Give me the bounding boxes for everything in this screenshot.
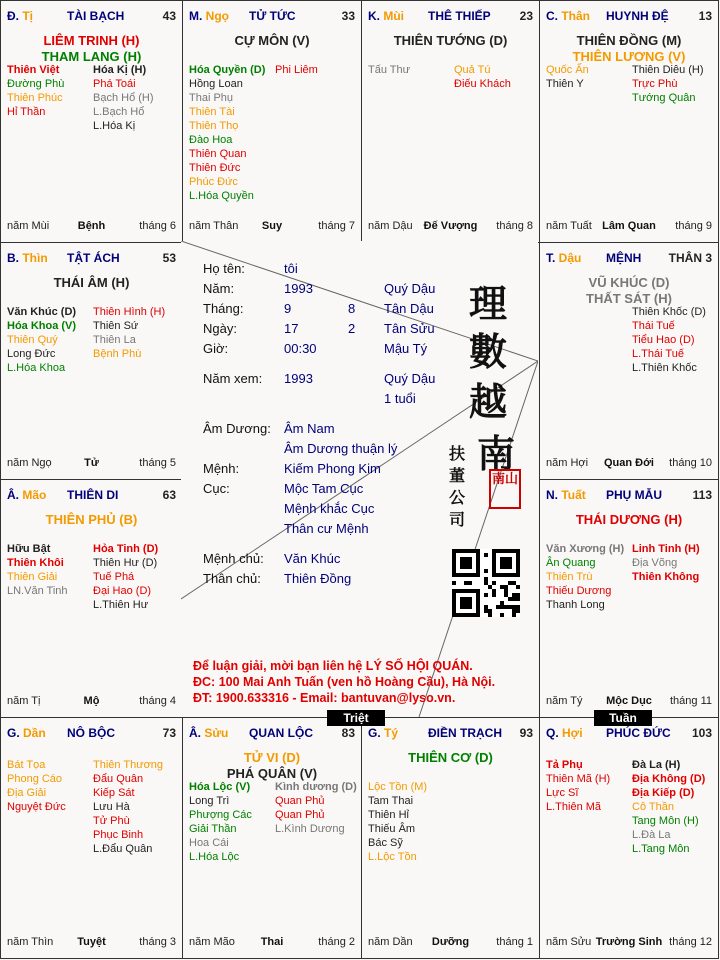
minor-star: Tuế Phá [93, 571, 135, 583]
tuan-tag: Tuần [594, 710, 652, 726]
minor-stars-left [7, 542, 68, 598]
minor-star: L.Bạch Hổ [93, 106, 145, 118]
palace-year: năm Mùi [7, 220, 50, 232]
minor-stars-right [93, 63, 154, 133]
info-canchi: Tân Sửu [384, 321, 435, 336]
minor-star: Đẩu Quân [93, 773, 144, 785]
palace-5 [539, 242, 719, 480]
minor-star: L.Thiên Hư [93, 599, 149, 611]
minor-stars-right [454, 63, 511, 91]
palace-number: 113 [692, 488, 712, 502]
minor-star: Linh Tinh (H) [632, 543, 700, 555]
seal-char-3: 越 [469, 379, 508, 424]
minor-star: Phong Cáo [7, 773, 63, 785]
minor-stars-left [189, 63, 265, 203]
palace-3 [539, 0, 719, 243]
palace-branch: K. Mùi [368, 9, 405, 23]
minor-star: Giải Thần [189, 823, 237, 835]
contact-line-2: ĐC: 100 Mai Anh Tuấn (ven hồ Hoàng Cầu), Hà Nội. [193, 675, 496, 689]
palace-year: năm Thìn [7, 936, 54, 948]
minor-stars-right [632, 305, 706, 375]
minor-star: Phục Binh [93, 829, 144, 841]
palace-year: năm Tý [546, 695, 583, 707]
palace-month: tháng 11 [669, 695, 712, 707]
palace-name: NÔ BỘC [67, 726, 115, 740]
main-star: PHÁ QUÂN (V) [226, 766, 318, 781]
info-lunar: 2 [348, 321, 356, 336]
palace-branch: M. Ngọ [189, 9, 229, 23]
palace-branch: Q. Hợi [546, 726, 583, 740]
minor-stars-left [368, 780, 427, 864]
palace-9 [182, 717, 362, 959]
seal-small-2: 董 [449, 466, 466, 485]
minor-star: Kiếp Sát [93, 787, 135, 799]
minor-star: Văn Khúc (D) [7, 306, 77, 318]
palace-month: tháng 3 [139, 936, 176, 948]
minor-star: Thiên Hình (H) [93, 306, 166, 318]
palace-year: năm Tuất [546, 220, 592, 232]
minor-star: Hoa Cái [189, 837, 229, 849]
palace-year: năm Mão [189, 936, 235, 948]
palace-month: tháng 12 [669, 936, 712, 948]
palace-stage: Thai [260, 936, 284, 948]
palace-stage: Suy [261, 220, 283, 232]
minor-star: Tam Thai [368, 795, 414, 807]
minor-star: L.Hóa Kị [93, 120, 136, 132]
minor-star: Thiên Y [546, 78, 584, 90]
palace-name: TẬT ÁCH [67, 251, 120, 265]
palace-stage: Tử [84, 457, 99, 469]
minor-star: Thiên Phúc [7, 92, 63, 104]
minor-star: Long Đức [7, 348, 56, 360]
minor-star: Hóa Kị (H) [93, 64, 147, 76]
minor-star: Thiên Việt [7, 64, 60, 76]
minor-star: Thiên Quan [189, 148, 247, 160]
main-star: THAM LANG (H) [41, 49, 142, 64]
info-value: 9 [284, 301, 292, 316]
palace-branch: G. Dần [7, 726, 46, 740]
palace-month: tháng 8 [496, 220, 533, 232]
minor-star: Đà La (H) [632, 759, 681, 771]
minor-star: Thiên La [93, 334, 136, 346]
minor-star: Thiên Thọ [189, 120, 239, 132]
palace-month: tháng 6 [139, 220, 176, 232]
info-value: 1993 [284, 281, 313, 296]
palace-10 [361, 717, 540, 959]
info-canchi: Tân Dậu [384, 301, 434, 316]
minor-stars-left [7, 63, 64, 119]
minor-star: Đại Hao (D) [93, 585, 152, 597]
minor-stars-right [275, 780, 357, 836]
main-star: THIÊN PHỦ (B) [45, 512, 138, 527]
minor-star: L.Hóa Quyền [189, 190, 254, 202]
minor-star: L.Lộc Tồn [368, 851, 417, 863]
palace-year: năm Dần [368, 936, 413, 948]
info-value: Âm Dương thuận lý [284, 441, 398, 456]
palace-number: 53 [162, 251, 176, 265]
palace-number: 13 [698, 9, 712, 23]
info-label: Thân chủ: [203, 571, 261, 586]
palace-month: tháng 4 [139, 695, 176, 707]
minor-stars-left [7, 305, 76, 375]
main-star: THẤT SÁT (H) [586, 291, 672, 306]
minor-star: Thiếu Dương [546, 585, 612, 597]
palace-month: tháng 1 [496, 936, 533, 948]
seal-char-2: 數 [469, 329, 508, 374]
minor-star: Thiên Trù [546, 571, 593, 583]
minor-star: Địa Không (D) [632, 773, 706, 785]
palace-year: năm Hợi [546, 457, 589, 469]
minor-star: Lộc Tồn (M) [368, 781, 428, 793]
minor-star: Tiểu Hao (D) [632, 334, 695, 346]
palace-name: THIÊN DI [67, 488, 119, 502]
seal-small-4: 司 [449, 510, 466, 529]
minor-star: L.Kình Dương [275, 823, 345, 835]
minor-stars-right [93, 542, 158, 612]
palace-name: HUYNH ĐỆ [606, 9, 669, 23]
minor-star: Tấu Thư [368, 64, 411, 76]
minor-star: Phi Liêm [275, 64, 318, 76]
qr-code [452, 549, 520, 617]
minor-star: L.Đà La [632, 829, 671, 841]
main-star: VŨ KHÚC (D) [588, 275, 670, 290]
palace-branch: G. Tý [368, 726, 399, 740]
minor-star: Hỏa Tinh (D) [93, 543, 159, 555]
minor-star: L.Tang Môn [632, 843, 690, 855]
palace-number: 33 [341, 9, 355, 23]
triet-tag: Triệt [327, 710, 385, 726]
info-canchi: Quý Dậu [384, 281, 436, 296]
minor-star: Tướng Quân [632, 92, 696, 104]
info-label: Họ tên: [203, 261, 245, 276]
palace-stage: Bệnh [77, 220, 106, 232]
contact-line-3: ĐT: 1900.633316 - Email: bantuvan@lyso.vn. [193, 691, 456, 705]
main-star: LIÊM TRINH (H) [43, 33, 140, 48]
red-stamp: 南山 [489, 469, 521, 509]
palace-branch: B. Thìn [7, 251, 48, 265]
info-value: Mệnh khắc Cục [284, 501, 375, 516]
palace-name: MỆNH [606, 251, 642, 265]
minor-star: Phúc Đức [189, 176, 238, 188]
minor-star: Thiếu Âm [368, 823, 416, 835]
minor-star: L.Đẩu Quân [93, 843, 153, 855]
info-value: Thân cư Mệnh [284, 521, 369, 536]
palace-year: năm Dậu [368, 220, 413, 232]
palace-month: tháng 9 [675, 220, 712, 232]
minor-star: Hóa Khoa (V) [7, 320, 77, 332]
palace-year: năm Tị [7, 695, 41, 707]
main-star: THIÊN TƯỚNG (D) [393, 33, 508, 48]
minor-star: Ân Quang [546, 557, 596, 569]
minor-star: L.Thiên Mã [546, 801, 602, 813]
minor-star: Hóa Lộc (V) [189, 781, 251, 793]
minor-star: Quan Phủ [275, 795, 325, 807]
palace-1 [182, 0, 362, 243]
info-value: Mộc Tam Cục [284, 481, 364, 496]
palace-number: 103 [691, 726, 712, 740]
info-value: tôi [284, 261, 298, 276]
info-label: Mệnh: [203, 461, 240, 476]
info-canchi: 1 tuổi [384, 391, 416, 406]
palace-name: ĐIỀN TRẠCH [428, 726, 502, 740]
info-value: 17 [284, 321, 299, 336]
minor-star: Bạch Hổ (H) [93, 92, 154, 104]
info-label: Năm: [203, 281, 235, 296]
palace-name: PHỤ MẪU [606, 488, 662, 502]
palace-month: tháng 7 [318, 220, 355, 232]
info-canchi: Quý Dậu [384, 371, 436, 386]
palace-month: tháng 10 [669, 457, 712, 469]
palace-year: năm Thân [189, 220, 239, 232]
info-label: Cục: [203, 481, 230, 496]
palace-number: 83 [341, 726, 355, 740]
info-lunar: 8 [348, 301, 356, 316]
palace-stage: Trường Sinh [595, 936, 663, 948]
minor-star: Trực Phù [632, 78, 678, 90]
minor-stars-right [632, 63, 704, 105]
minor-star: Địa Võng [632, 557, 678, 569]
minor-star: Quan Phủ [275, 809, 325, 821]
palace-month: tháng 5 [139, 457, 176, 469]
info-canchi: Mậu Tý [384, 341, 428, 356]
minor-stars-left [7, 758, 66, 814]
minor-star: L.Hóa Khoa [7, 362, 66, 374]
minor-star: Đường Phù [7, 78, 65, 90]
minor-star: Thiên Mã (H) [546, 773, 611, 785]
minor-star: Thiên Tài [189, 106, 235, 118]
minor-star: Hữu Bật [7, 543, 51, 555]
minor-stars-right [93, 305, 165, 361]
palace-6 [0, 479, 183, 718]
palace-branch: Â. Mão [7, 488, 47, 502]
contact-line-1: Để luận giải, mời bạn liên hệ LÝ SỐ HỘI QUÁN. [193, 659, 473, 673]
minor-star: Lưu Hà [93, 801, 130, 813]
minor-star: Thiên Không [632, 571, 700, 583]
minor-star: Tả Phụ [546, 759, 583, 771]
minor-star: Hóa Quyền (D) [189, 64, 266, 76]
minor-star: Thiên Thương [93, 759, 164, 771]
minor-star: Bác Sỹ [368, 837, 403, 849]
seal-char-4: 南 [477, 431, 516, 476]
info-value: 1993 [284, 371, 313, 386]
palace-number: 43 [162, 9, 176, 23]
minor-star: Thiên Quý [7, 334, 58, 346]
palace-stage: Lâm Quan [602, 220, 656, 232]
main-star: TỬ VI (D) [243, 750, 301, 765]
main-star: THIÊN CƠ (D) [408, 750, 493, 765]
main-star: THÁI ÂM (H) [53, 275, 130, 290]
palace-stage: Mộ [83, 695, 100, 707]
minor-star: Thiên Giải [7, 571, 58, 583]
minor-star: Đào Hoa [189, 134, 233, 146]
palace-2 [361, 0, 540, 243]
palace-number: THÂN 3 [668, 251, 712, 265]
seal-small-1: 扶 [449, 444, 466, 463]
main-star: THIÊN LƯƠNG (V) [572, 49, 686, 64]
minor-star: Thiên Sứ [93, 320, 139, 332]
palace-branch: C. Thân [546, 9, 591, 23]
minor-stars-left [546, 758, 610, 814]
palace-branch: N. Tuất [546, 488, 586, 502]
info-value: Văn Khúc [284, 551, 341, 566]
minor-star: Thai Phụ [189, 92, 234, 104]
main-star: CỰ MÔN (V) [234, 33, 310, 48]
palace-stage: Dưỡng [431, 936, 470, 948]
palace-4 [0, 242, 183, 480]
minor-star: Long Trì [189, 795, 230, 807]
minor-star: Quả Tú [454, 64, 491, 76]
minor-star: L.Thái Tuế [632, 348, 684, 360]
minor-star: Thiên Hỉ [368, 809, 409, 821]
palace-month: tháng 2 [318, 936, 355, 948]
minor-star: Địa Kiếp (D) [632, 787, 695, 799]
minor-stars-right [632, 758, 705, 856]
minor-star: Quốc Ấn [546, 64, 589, 76]
palace-name: THÊ THIẾP [428, 9, 491, 23]
minor-star: Lực Sĩ [546, 787, 579, 799]
minor-star: Địa Giải [7, 787, 47, 799]
palace-stage: Mộc Dục [606, 695, 652, 707]
palace-8 [0, 717, 183, 959]
palace-name: PHÚC ĐỨC [606, 726, 671, 740]
minor-stars-left [189, 780, 252, 864]
palace-stage: Quan Đới [604, 457, 654, 469]
minor-star: Tang Môn (H) [632, 815, 699, 827]
minor-star: Thiên Hư (D) [93, 557, 158, 569]
minor-star: Thái Tuế [632, 320, 675, 332]
info-label: Năm xem: [203, 371, 263, 386]
minor-stars-right [275, 63, 318, 77]
seal-small-3: 公 [449, 488, 466, 507]
palace-11 [539, 717, 719, 959]
palace-branch: Â. Sửu [189, 726, 229, 740]
minor-stars-right [632, 542, 700, 584]
palace-0 [0, 0, 183, 243]
info-value: Âm Nam [284, 421, 335, 436]
palace-number: 23 [519, 9, 533, 23]
palace-name: TỬ TỨC [249, 9, 296, 23]
minor-star: Điếu Khách [454, 78, 511, 90]
minor-star: Thiên Đức [189, 162, 241, 174]
minor-star: Thanh Long [546, 599, 605, 611]
minor-star: Hồng Loan [189, 78, 243, 90]
minor-star: L.Hóa Lộc [189, 851, 240, 863]
minor-stars-right [93, 758, 163, 856]
palace-stage: Tuyệt [77, 936, 106, 948]
minor-star: Văn Xương (H) [546, 543, 625, 555]
palace-branch: T. Dậu [546, 251, 582, 265]
palace-year: năm Sửu [546, 936, 592, 948]
minor-stars-left [368, 63, 410, 77]
minor-star: Bát Tọa [7, 759, 46, 771]
minor-star: LN.Văn Tinh [7, 585, 68, 597]
palace-number: 63 [162, 488, 176, 502]
minor-star: Tử Phù [93, 815, 130, 827]
info-label: Giờ: [203, 341, 229, 356]
minor-star: Nguyệt Đức [7, 801, 66, 813]
minor-star: Bệnh Phù [93, 348, 142, 360]
minor-star: Thiên Khôi [7, 557, 64, 569]
palace-7 [539, 479, 719, 718]
minor-stars-left [546, 63, 589, 91]
palace-number: 73 [162, 726, 176, 740]
minor-star: Thiên Khốc (D) [632, 306, 706, 318]
minor-star: Thiên Diêu (H) [632, 64, 704, 76]
info-value: Kiếm Phong Kim [284, 461, 381, 476]
main-star: THIÊN ĐỒNG (M) [576, 33, 682, 48]
palace-year: năm Ngọ [7, 457, 52, 469]
minor-star: Hỉ Thần [7, 106, 46, 118]
minor-stars-left [546, 542, 624, 612]
palace-number: 93 [519, 726, 533, 740]
main-star: THÁI DƯƠNG (H) [575, 512, 683, 527]
info-value: 00:30 [284, 341, 317, 356]
palace-stage: Đế Vượng [423, 220, 478, 232]
palace-name: TÀI BẠCH [67, 9, 125, 23]
info-label: Tháng: [203, 301, 244, 316]
seal-char-1: 理 [469, 281, 508, 326]
info-label: Mệnh chủ: [203, 551, 264, 566]
minor-star: Phượng Các [189, 809, 252, 821]
palace-name: QUAN LỘC [249, 726, 313, 740]
info-label: Ngày: [203, 321, 237, 336]
minor-star: L.Thiên Khốc [632, 362, 697, 374]
minor-star: Kình dương (D) [275, 781, 357, 793]
minor-star: Cô Thần [632, 801, 674, 813]
info-value: Thiên Đồng [284, 571, 352, 586]
info-label: Âm Dương: [203, 421, 271, 436]
palace-branch: Đ. Tị [7, 9, 34, 23]
minor-star: Phá Toái [93, 78, 136, 90]
center-info-panel [181, 241, 538, 717]
